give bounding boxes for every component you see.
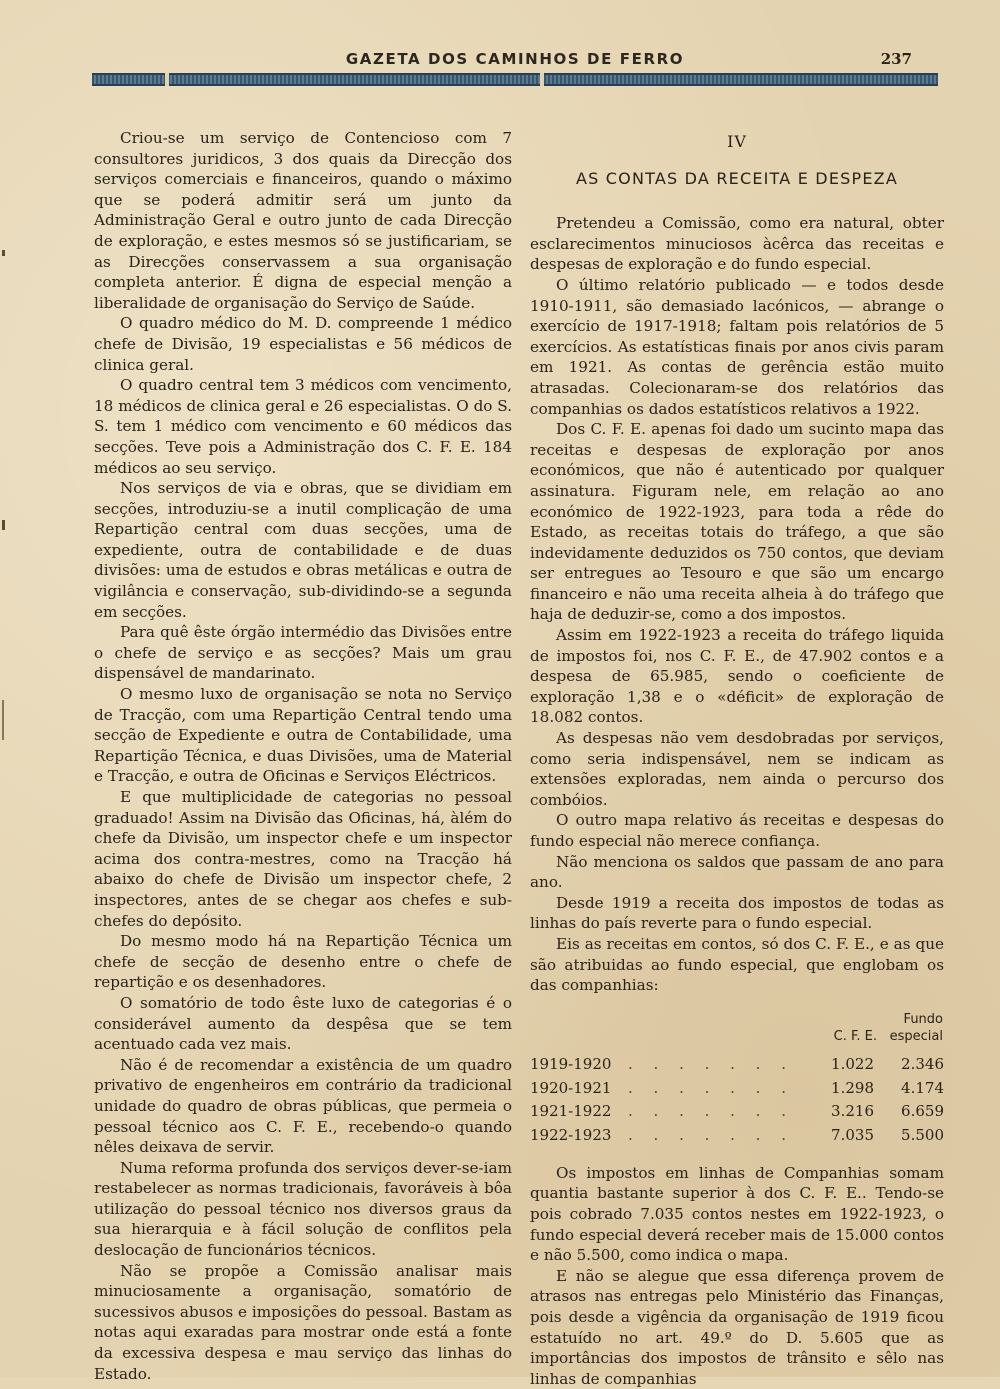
row-fundo: 5.500	[901, 1125, 944, 1144]
paragraph: E que multiplicidade de categorias no pessoal graduado! Assim na Divisão das Oficinas, há, àlém do chefe da Divisão, um inspector chefe e um inspector acima dos contra-mestres, como na Tracção há abaixo do chefe de Divisão um inspector chefe, 2 inspectores, antes de se chegar aos chefes e sub-chefes do depósito.	[94, 788, 512, 930]
paragraph: Nos serviços de via e obras, que se dividiam em secções, introduziu-se a inutil complicação de uma Repartição central com duas secções, uma de expediente, outra de contabilidade e de duas divisões: uma de estudos e obras metálicas e outra de vigilância e conservação, sub-dividindo-se a segunda em secções.	[94, 479, 512, 621]
paragraph: O somatório de todo êste luxo de categorias é o considerável aumento da despêsa que se tem acentuado cada vez mais.	[94, 993, 512, 1054]
leader-dots: . . . . . . .	[628, 1078, 794, 1097]
margin-mark	[2, 520, 5, 530]
paragraph: Do mesmo modo há na Repartição Técnica um chefe de secção de desenho entre o chefe de repartição e os desenhadores.	[94, 932, 512, 992]
right-column	[530, 128, 944, 1389]
paragraph: O quadro médico do M. D. compreende 1 médico chefe de Divisão, 19 especialistas e 56 médicos de clinica geral.	[94, 314, 512, 374]
header-fundo	[878, 1010, 944, 1053]
paragraph: Os impostos em linhas de Companhias somam quantia bastante superior à dos C. F. E.. Tendo-se pois cobrado 7.035 contos nestes em 1922-1923, o fundo especial deverá receber mais de 15.000 contos e não 5.500, como indica o mapa.	[530, 1163, 944, 1265]
section-title: AS CONTAS DA RECEITA E DESPEZA	[576, 168, 898, 188]
receipts-table	[530, 1010, 944, 1147]
paragraph: Numa reforma profunda dos serviços dever-se-iam restabelecer as normas tradicionais, favoráveis à bôa utilização do pessoal técnico nos diversos graus da sua hierarquia e à fácil solução de conflitos pela deslocação de funcionários técnicos.	[94, 1158, 512, 1260]
paragraph: Eis as receitas em contos, só dos C. F. E., e as que são atribuidas ao fundo especial, que englobam os das companhias:	[530, 934, 944, 995]
paragraph: E não se alegue que essa diferença provem de atrasos nas entregas pelo Ministério das Finanças, pois desde a vigência da organisação de 1919 ficou estatuído no art. 49.º do D. 5.605 que as importâncias dos impostos de trânsito e sêlo nas linhas de companhias	[530, 1266, 944, 1388]
paragraph: Desde 1919 a receita dos impostos de todas as linhas do país reverte para o fundo especial.	[530, 893, 944, 933]
section-number: IV	[727, 132, 747, 151]
journal-title: GAZETA DOS CAMINHOS DE FERRO	[345, 50, 685, 68]
paragraph: Criou-se um serviço de Contencioso com 7 consultores juridicos, 3 dos quais da Direcção dos serviços comerciais e financeiros, quando o máximo que se poderá admitir será um junto da Administração Geral e outro junto de cada Direcção de exploração, e estes mesmos só se justificariam, se as Direcções conservassem a sua organisação completa anterior. É digna de especial menção a liberalidade de organisação do Serviço de Saúde.	[94, 129, 512, 312]
table-row	[530, 1076, 944, 1100]
row-cfe: 1.022	[831, 1055, 874, 1074]
paragraph: As despesas não vem desdobradas por serviços, como seria indispensável, nem se indicam as extensões exploradas, nem ainda o percurso dos combóios.	[530, 729, 944, 809]
header-cfe: C. F. E.	[833, 1028, 877, 1044]
header-dots	[628, 1010, 798, 1053]
paragraph: O outro mapa relativo ás receitas e despesas do fundo especial não merece confiança.	[530, 811, 944, 850]
header-rule-gap	[540, 73, 544, 86]
header-rule	[92, 73, 938, 86]
row-fundo: 6.659	[901, 1102, 944, 1121]
row-year: 1921-1922	[530, 1102, 612, 1121]
table-header-row	[530, 1010, 944, 1053]
paragraph: O mesmo luxo de organisação se nota no Serviço de Tracção, com uma Repartição Central tendo uma secção de Expediente e outra de Contabilidade, uma Repartição Técnica, e duas Divisões, uma de Material e Tracção, e outra de Oficinas e Serviços Eléctricos.	[94, 685, 512, 786]
running-header	[90, 48, 940, 74]
left-column	[94, 128, 512, 1384]
leader-dots: . . . . . . .	[628, 1055, 794, 1074]
row-cfe: 3.216	[831, 1102, 874, 1121]
row-cfe: 7.035	[831, 1125, 874, 1144]
row-fundo: 2.346	[901, 1055, 944, 1074]
table-row	[530, 1053, 944, 1077]
paragraph: O quadro central tem 3 médicos com vencimento, 18 médicos de clinica geral e 26 especialistas. O do S. S. tem 1 médico com vencimento e 60 médicos das secções. Teve pois a Administração dos C. F. E. 184 médicos ao seu serviço.	[94, 376, 512, 477]
paragraph: Pretendeu a Comissão, como era natural, obter esclarecimentos minuciosos àcêrca das receitas e despesas de exploração e do fundo especial.	[530, 214, 944, 274]
table-row	[530, 1100, 944, 1124]
row-cfe: 1.298	[831, 1078, 874, 1097]
paragraph: Não se propõe a Comissão analisar mais minuciosamente a organisação, somatório de sucessivos abusos e imposições do pessoal. Bastam as notas aqui exaradas para mostrar onde está a fonte da excessiva despesa e mau serviço das linhas do Estado.	[94, 1261, 512, 1383]
row-year: 1922-1923	[530, 1125, 612, 1144]
table-row	[530, 1123, 944, 1147]
paragraph: Assim em 1922-1923 a receita do tráfego liquida de impostos foi, nos C. F. E., de 47.902 contos e a despesa de 65.985, sendo o coeficiente de exploração 1,38 e o «déficit» de exploração de 18.082 contos.	[530, 626, 944, 727]
paragraph: Não é de recomendar a existência de um quadro privativo de engenheiros em contrário da tradicional unidade do quadro de obras públicas, que permeia o pessoal técnico aos C. F. E., recebendo-o quando nêles deixava de servir.	[94, 1055, 512, 1157]
paragraph: Não menciona os saldos que passam de ano para ano.	[530, 852, 944, 892]
page-number: 237	[880, 50, 912, 68]
row-fundo: 4.174	[901, 1078, 944, 1097]
header-year	[530, 1010, 628, 1053]
row-year: 1919-1920	[530, 1055, 612, 1074]
header-fundo-line1: Fundo	[903, 1011, 943, 1027]
header-fundo-line2: especial	[889, 1028, 943, 1044]
header-rule-gap	[165, 73, 169, 86]
margin-mark	[2, 700, 4, 740]
margin-mark	[2, 250, 5, 256]
paragraph: Para quê êste órgão intermédio das Divisões entre o chefe de serviço e as secções? Mais um grau dispensável de mandarinato.	[94, 623, 512, 683]
row-year: 1920-1921	[530, 1078, 612, 1097]
leader-dots: . . . . . . .	[628, 1125, 794, 1144]
paragraph: Dos C. F. E. apenas foi dado um sucinto mapa das receitas e despesas de exploração por anos económicos, que não é autenticado por qualquer assinatura. Figuram nele, em relação ao ano económico de 1922-1923, para toda a rêde do Estado, as receitas totais do tráfego, a que são indevidamente deduzidos os 750 contos, que deviam ser entregues ao Tesouro e que são um encargo financeiro e não uma receita alheia à do tráfego que haja de deduzir-se, como a dos impostos.	[530, 420, 944, 624]
leader-dots: . . . . . . .	[628, 1102, 794, 1121]
paragraph: O último relatório publicado — e todos desde 1910-1911, são demasiado lacónicos, — abrange o exercício de 1917-1918; faltam pois relatórios de 5 exercícios. As estatísticas finais por anos civis param em 1921. As contas de gerência estão muito atrasadas. Colecionaram-se dos relatórios das companhias os dados estatísticos relativos a 1922.	[530, 275, 944, 418]
